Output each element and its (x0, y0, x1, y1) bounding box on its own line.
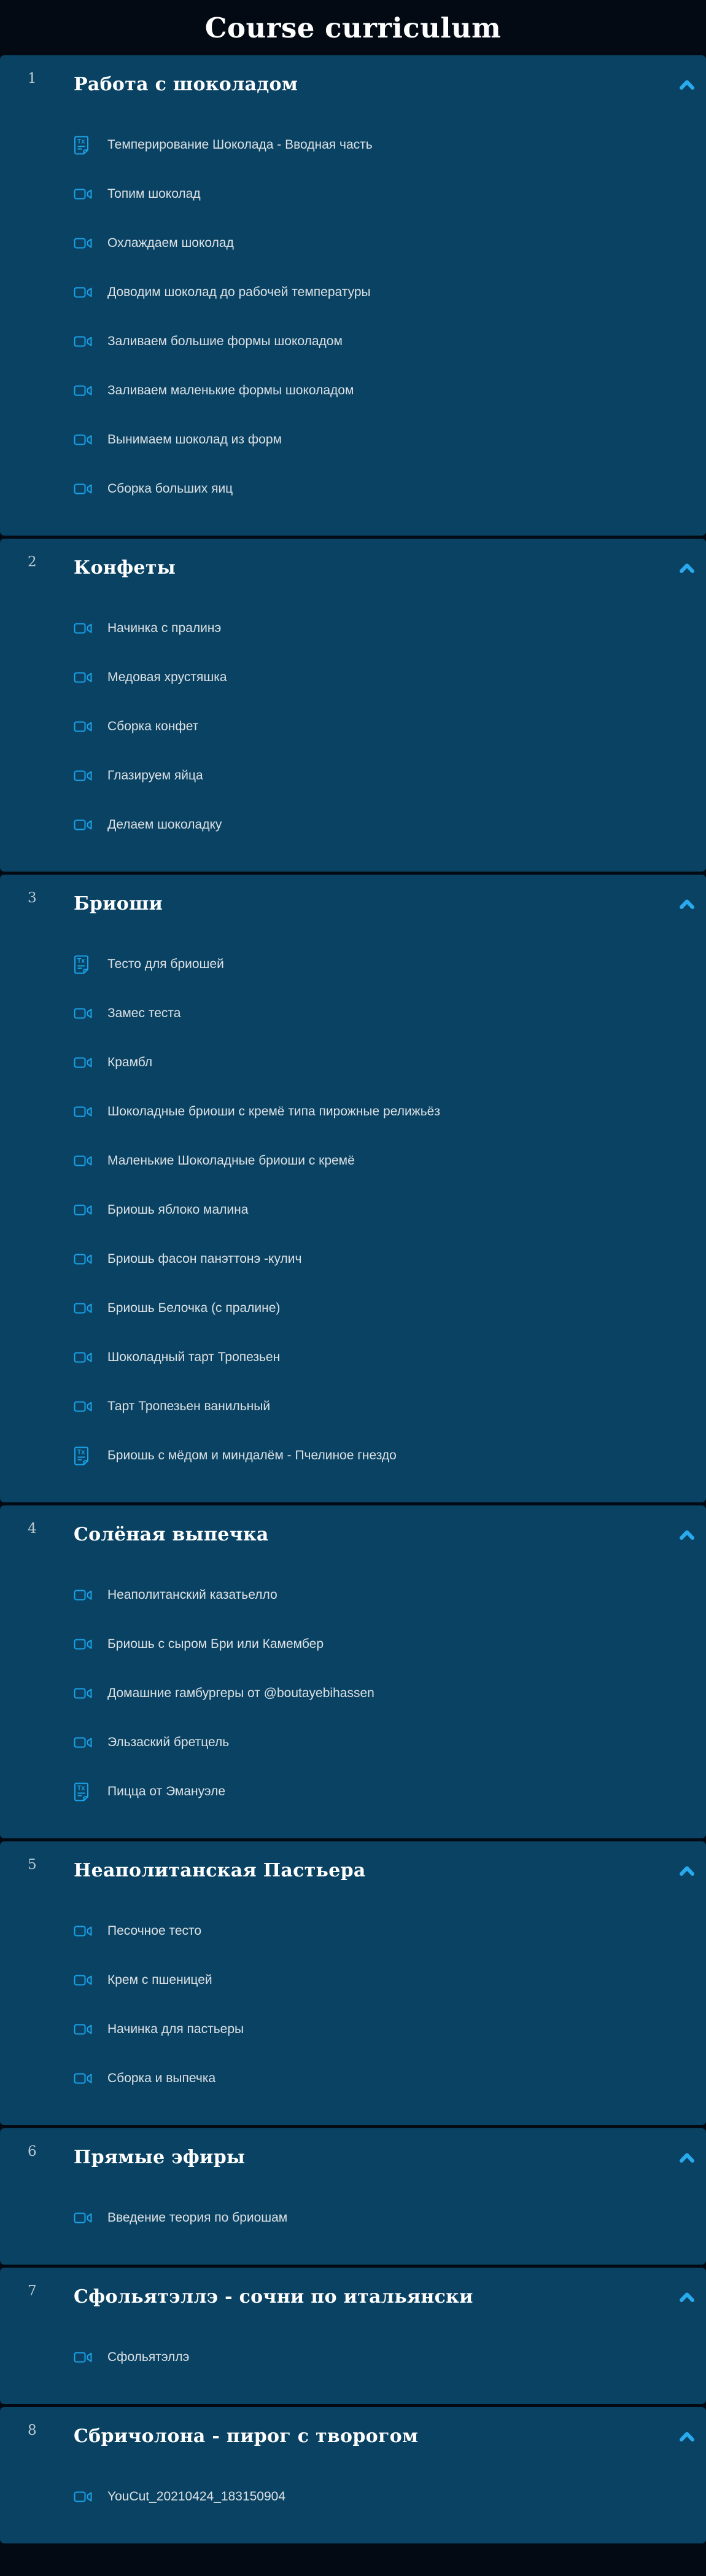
chevron-up-icon[interactable] (679, 1865, 695, 1876)
chevron-up-icon[interactable] (679, 79, 695, 90)
video-icon (74, 335, 95, 348)
video-icon (74, 818, 95, 832)
lesson-title: Бриошь яблоко малина (107, 1203, 249, 1217)
section-number: 5 (28, 1857, 37, 1873)
lesson-list (0, 940, 706, 1480)
curriculum-section (0, 875, 706, 1502)
video-icon (74, 1203, 95, 1217)
section-number: 2 (28, 554, 37, 570)
lesson-title: Маленькие Шоколадные бриоши с кремё (107, 1153, 355, 1168)
lesson-title: Начинка для пастьеры (107, 2022, 244, 2037)
section-number: 8 (28, 2422, 37, 2438)
lesson-title: Шоколадные бриоши с кремё типа пирожные релижьёз (107, 1104, 440, 1119)
svg-text:Tx: Tx (77, 1784, 85, 1792)
video-icon (74, 236, 95, 250)
chevron-up-icon[interactable] (679, 2152, 695, 2163)
lesson-item[interactable] (0, 1718, 706, 1767)
video-icon (74, 1105, 95, 1118)
section-title: Бриоши (74, 893, 163, 915)
lesson-item[interactable] (0, 1571, 706, 1620)
lesson-item[interactable] (0, 604, 706, 653)
lesson-title: Бриошь фасон панэттонэ -кулич (107, 1252, 302, 1267)
video-icon (74, 1924, 95, 1938)
text-lesson-icon (74, 955, 95, 974)
lesson-item[interactable] (0, 120, 706, 170)
video-icon (74, 187, 95, 201)
lesson-title: Эльзаский бретцель (107, 1735, 230, 1750)
lesson-item[interactable] (0, 1333, 706, 1382)
lesson-title: Сборка и выпечка (107, 2071, 216, 2086)
lesson-item[interactable] (0, 170, 706, 219)
video-icon (74, 433, 95, 447)
lesson-item[interactable] (0, 989, 706, 1038)
lesson-list (0, 2472, 706, 2521)
lesson-title: Крем с пшеницей (107, 1973, 212, 1988)
video-icon (74, 671, 95, 684)
svg-text:Tx: Tx (77, 138, 85, 145)
lesson-item[interactable] (0, 1185, 706, 1235)
curriculum-section (0, 2268, 706, 2404)
video-icon (74, 1637, 95, 1651)
curriculum-section (0, 1841, 706, 2125)
lesson-item[interactable] (0, 2333, 706, 2382)
section-number: 3 (28, 890, 37, 906)
video-icon (74, 2072, 95, 2085)
section-title: Сфольятэллэ - сочни по итальянски (74, 2286, 473, 2308)
section-title: Конфеты (74, 557, 176, 579)
lesson-title: Тарт Тропезьен ванильный (107, 1399, 271, 1414)
section-header[interactable] (0, 1859, 706, 1883)
lesson-title: Сфольятэллэ (107, 2350, 190, 2365)
video-icon (74, 1056, 95, 1069)
lesson-item[interactable] (0, 1284, 706, 1333)
chevron-up-icon[interactable] (679, 899, 695, 910)
lesson-item[interactable] (0, 2005, 706, 2054)
lesson-title: Медовая хрустяшка (107, 670, 227, 685)
lesson-title: YouCut_20210424_183150904 (107, 2489, 286, 2504)
lesson-item[interactable] (0, 317, 706, 366)
lesson-title: Замес теста (107, 1006, 181, 1021)
lesson-item[interactable] (0, 1956, 706, 2005)
lesson-item[interactable] (0, 1767, 706, 1816)
lesson-item[interactable] (0, 2472, 706, 2521)
lesson-title: Темперирование Шоколада - Вводная часть (107, 138, 373, 152)
lesson-item[interactable] (0, 366, 706, 415)
lesson-list (0, 2333, 706, 2382)
curriculum-section (0, 55, 706, 536)
lesson-item[interactable] (0, 268, 706, 317)
video-icon (74, 1736, 95, 1749)
section-title: Неаполитанская Пастьера (74, 1860, 366, 1882)
page-title: Course curriculum (204, 11, 502, 44)
video-icon (74, 2490, 95, 2504)
lesson-title: Пицца от Эмануэле (107, 1784, 226, 1799)
section-number: 1 (28, 71, 37, 87)
video-icon (74, 482, 95, 496)
video-icon (74, 1351, 95, 1364)
section-number: 4 (28, 1521, 37, 1537)
video-icon (74, 720, 95, 733)
lesson-title: Бриошь с сыром Бри или Камембер (107, 1637, 324, 1652)
svg-text:Tx: Tx (77, 957, 85, 964)
lesson-item[interactable] (0, 1382, 706, 1431)
lesson-item[interactable] (0, 415, 706, 464)
section-header[interactable] (0, 2285, 706, 2309)
lesson-item[interactable] (0, 1431, 706, 1480)
section-number: 6 (28, 2144, 37, 2160)
lesson-item[interactable] (0, 1038, 706, 1087)
text-lesson-icon (74, 1782, 95, 1801)
video-icon (74, 769, 95, 783)
chevron-up-icon[interactable] (679, 2292, 695, 2303)
lesson-list (0, 604, 706, 849)
lesson-item[interactable] (0, 2193, 706, 2242)
video-icon (74, 1007, 95, 1020)
video-icon (74, 2211, 95, 2225)
video-icon (74, 622, 95, 635)
lesson-title: Введение теория по бриошам (107, 2211, 288, 2225)
video-icon (74, 1302, 95, 1315)
curriculum-section (0, 2407, 706, 2543)
lesson-title: Неаполитанский казатьелло (107, 1588, 277, 1602)
lesson-item[interactable] (0, 702, 706, 751)
lesson-list (0, 2193, 706, 2242)
text-lesson-icon (74, 136, 95, 155)
video-icon (74, 1973, 95, 1987)
lesson-title: Глазируем яйца (107, 768, 203, 783)
lesson-item[interactable] (0, 751, 706, 800)
video-icon (74, 1252, 95, 1266)
chevron-up-icon[interactable] (679, 563, 695, 574)
curriculum-section (0, 539, 706, 872)
page-header (0, 0, 706, 55)
lesson-item[interactable] (0, 800, 706, 849)
video-icon (74, 2023, 95, 2036)
lesson-title: Бриошь Белочка (с пралине) (107, 1301, 281, 1316)
section-header[interactable] (0, 892, 706, 916)
lesson-title: Бриошь с мёдом и миндалём - Пчелиное гнездо (107, 1448, 397, 1463)
lesson-title: Заливаем маленькие формы шоколадом (107, 383, 354, 398)
text-lesson-icon (74, 1446, 95, 1466)
lesson-item[interactable] (0, 1620, 706, 1669)
video-icon (74, 286, 95, 299)
video-icon (74, 2351, 95, 2364)
lesson-title: Крамбл (107, 1055, 153, 1070)
curriculum-list (0, 55, 706, 2548)
chevron-up-icon[interactable] (679, 2431, 695, 2442)
lesson-title: Песочное тесто (107, 1924, 202, 1938)
lesson-item[interactable] (0, 1907, 706, 1956)
section-title: Работа с шоколадом (74, 74, 298, 96)
lesson-title: Начинка с пралинэ (107, 621, 222, 636)
section-title: Сбричолона - пирог с творогом (74, 2426, 419, 2448)
curriculum-section (0, 1505, 706, 1838)
lesson-list (0, 1571, 706, 1816)
lesson-item[interactable] (0, 940, 706, 989)
svg-text:Tx: Tx (77, 1448, 85, 1456)
section-number: 7 (28, 2283, 37, 2299)
lesson-item[interactable] (0, 1136, 706, 1185)
lesson-item[interactable] (0, 653, 706, 702)
lesson-title: Делаем шоколадку (107, 818, 222, 832)
lesson-title: Сборка конфет (107, 719, 199, 734)
lesson-item[interactable] (0, 2054, 706, 2103)
section-header[interactable] (0, 556, 706, 580)
lesson-title: Доводим шоколад до рабочей температуры (107, 285, 371, 300)
lesson-title: Вынимаем шоколад из форм (107, 432, 282, 447)
lesson-title: Сборка больших яиц (107, 482, 233, 496)
lesson-item[interactable] (0, 464, 706, 513)
lesson-title: Шоколадный тарт Тропезьен (107, 1350, 281, 1365)
lesson-item[interactable] (0, 1235, 706, 1284)
lesson-item[interactable] (0, 1669, 706, 1718)
chevron-up-icon[interactable] (679, 1529, 695, 1540)
lesson-title: Заливаем большие формы шоколадом (107, 334, 343, 349)
video-icon (74, 384, 95, 397)
video-icon (74, 1154, 95, 1168)
lesson-item[interactable] (0, 1087, 706, 1136)
lesson-title: Охлаждаем шоколад (107, 236, 234, 251)
section-header[interactable] (0, 72, 706, 97)
lesson-list (0, 120, 706, 513)
video-icon (74, 1588, 95, 1602)
video-icon (74, 1400, 95, 1413)
curriculum-section (0, 2128, 706, 2265)
section-header[interactable] (0, 2145, 706, 2170)
lesson-title: Домашние гамбургеры от @boutayebihassen (107, 1686, 374, 1701)
lesson-item[interactable] (0, 219, 706, 268)
lesson-title: Топим шоколад (107, 187, 201, 201)
lesson-list (0, 1907, 706, 2103)
video-icon (74, 1687, 95, 1700)
section-header[interactable] (0, 1523, 706, 1547)
section-title: Прямые эфиры (74, 2147, 246, 2169)
section-header[interactable] (0, 2424, 706, 2449)
lesson-title: Тесто для бриошей (107, 957, 224, 972)
section-title: Солёная выпечка (74, 1524, 269, 1546)
